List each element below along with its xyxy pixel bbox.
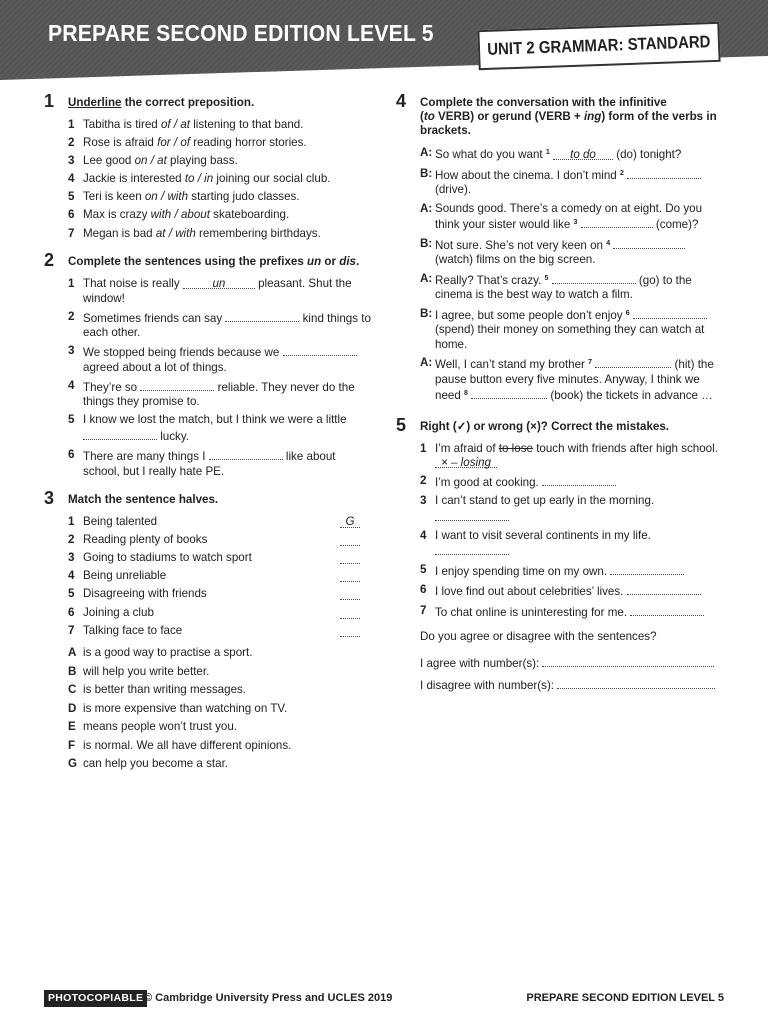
answer-blank[interactable]	[633, 307, 707, 319]
disagree-blank[interactable]	[557, 677, 715, 689]
item-number: 4	[420, 528, 427, 542]
list-item: 3 We stopped being friends because we agreed about a lot of things.	[68, 344, 374, 375]
speaker-label: A:	[420, 201, 433, 215]
option-letter: G	[68, 757, 78, 771]
exercise-number: 4	[396, 91, 407, 111]
item-number: 1	[68, 515, 75, 529]
match-item: 6 Joining a club	[68, 606, 374, 621]
answer-blank[interactable]	[627, 167, 701, 179]
match-option: G can help you become a star.	[68, 757, 229, 771]
unit-label: UNIT 2 GRAMMAR: STANDARD	[487, 31, 711, 59]
match-item: 2 Reading plenty of books	[68, 533, 374, 548]
agree-line: I agree with number(s):	[420, 655, 726, 672]
answer-blank[interactable]	[552, 272, 636, 284]
answer-blank[interactable]	[435, 509, 509, 521]
gap-number: 4	[606, 239, 611, 247]
gap-number: 2	[619, 169, 624, 177]
item-number: 3	[420, 494, 427, 508]
option-separator: /	[194, 172, 205, 186]
speaker-label: B:	[420, 306, 433, 320]
disagree-line: I disagree with number(s):	[420, 677, 726, 694]
item-number: 5	[68, 413, 75, 427]
option-letter: C	[68, 683, 77, 697]
list-item: 7 To chat online is uninteresting for me.	[420, 604, 726, 621]
list-item: 4 I want to visit several continents in my life.	[420, 529, 726, 560]
item-number: 2	[68, 309, 75, 323]
list-item: 6 Max is crazy with / about skateboarding.	[68, 208, 290, 222]
item-number: 6	[68, 448, 75, 462]
exercise-number: 5	[396, 414, 407, 435]
preposition-option-a[interactable]: to	[184, 172, 195, 186]
agree-blank[interactable]	[542, 655, 714, 667]
list-item: 5 I know we lost the match, but I think we were a little lucky.	[68, 413, 347, 443]
list-item: 4 Jackie is interested to / in joining our social club.	[68, 172, 331, 186]
item-number: 2	[420, 474, 427, 488]
preposition-option-b[interactable]: of	[180, 136, 190, 150]
list-item: 2 I’m good at cooking.	[420, 474, 726, 491]
item-number: 5	[68, 587, 75, 601]
answer-blank[interactable]	[283, 344, 357, 356]
match-item: 4 Being unreliable	[68, 569, 374, 584]
exercise-number: 1	[44, 91, 55, 111]
exercise-3	[44, 488, 374, 772]
exercise-number: 2	[44, 250, 55, 271]
match-option: B will help you write better.	[68, 664, 210, 678]
exercise-number: 3	[44, 488, 55, 509]
preposition-option-b[interactable]: about	[180, 208, 210, 222]
match-answer-blank[interactable]: G	[340, 515, 360, 528]
preposition-option-b[interactable]: with	[175, 226, 196, 240]
option-letter: B	[68, 664, 77, 678]
preposition-option-b[interactable]: with	[167, 190, 189, 204]
struck-text: to lose	[498, 441, 533, 455]
match-answer-blank[interactable]	[340, 551, 360, 564]
answer-blank[interactable]	[581, 216, 653, 228]
speaker-label: B:	[420, 236, 433, 250]
item-number: 3	[68, 154, 75, 168]
item-number: 3	[68, 551, 75, 565]
option-letter: D	[68, 701, 77, 715]
answer-blank[interactable]	[435, 543, 509, 555]
dialog-line: B: Not sure. She’s not very keen on $^4$ (watch) films on the big screen.	[420, 237, 726, 268]
match-option: F is normal. We all have different opinions.	[68, 738, 292, 752]
match-option: D is more expensive than watching on TV.	[68, 701, 288, 715]
page-title: PREPARE SECOND EDITION LEVEL 5	[48, 20, 434, 46]
list-item: 3 I can’t stand to get up early in the morning.	[420, 494, 726, 525]
list-item: 2 Rose is afraid for / of reading horror stories.	[68, 136, 307, 150]
match-item: 3 Going to stadiums to watch sport	[68, 551, 374, 566]
item-number: 2	[68, 136, 75, 150]
preposition-option-a[interactable]: on	[134, 154, 148, 168]
dialog-line: A: So what do you want $^1$ to do (do) tonight?	[420, 146, 682, 161]
exercise-2	[44, 250, 374, 479]
match-option: A is a good way to practise a sport.	[68, 646, 253, 660]
dialog-line: A: Sounds good. There’s a comedy on at eight. Do you think your sister would like $^3$ (come)?	[420, 201, 703, 231]
match-option: E means people won’t trust you.	[68, 720, 238, 734]
gap-number: 7	[588, 359, 593, 366]
exercise-instruction: Right (✓) or wrong (×)? Correct the mistakes.	[420, 419, 670, 433]
answer-blank[interactable]	[595, 356, 671, 368]
answer-blank[interactable]	[471, 387, 547, 399]
item-number: 5	[68, 190, 75, 204]
page-footer	[44, 990, 724, 1006]
dialog-line: B: How about the cinema. I don’t mind $^2$ (drive).	[420, 167, 726, 198]
item-number: 5	[420, 563, 427, 577]
match-item: 1 Being talented G	[68, 515, 374, 530]
dialog-line: A: Well, I can’t stand my brother $^7$ (hit) the pause button every five minutes. Anyway, I think we need $^8$ (book) the tickets in advance …	[420, 356, 714, 402]
list-item: 6 I love find out about celebrities’ lives.	[420, 583, 726, 600]
answer-blank[interactable]	[83, 428, 157, 440]
unit-label-box	[477, 22, 720, 70]
match-answer-blank[interactable]	[340, 533, 360, 546]
preposition-option-b[interactable]: in	[204, 172, 214, 186]
speaker-label: A:	[420, 356, 433, 369]
answer-blank[interactable]	[610, 563, 684, 575]
list-item: 1 Tabitha is tired of / at listening to that band.	[68, 118, 304, 131]
option-separator: /	[170, 118, 181, 131]
speaker-label: A:	[420, 271, 433, 285]
dialog-line: A: Really? That’s crazy. $^5$ (go) to the cinema is the best way to watch a film.	[420, 271, 692, 301]
match-item: 7 Talking face to face	[68, 624, 374, 639]
exercise-1	[44, 91, 374, 241]
item-number: 6	[68, 605, 75, 619]
agree-question: Do you agree or disagree with the sentences?	[420, 630, 657, 644]
match-answer-blank[interactable]	[340, 624, 360, 637]
answer-blank[interactable]	[140, 379, 214, 391]
item-number: 7	[68, 226, 75, 240]
gap-number: 6	[625, 309, 630, 317]
item-number: 4	[68, 569, 75, 583]
footer-title: PREPARE SECOND EDITION LEVEL 5	[526, 992, 724, 1004]
answer-blank[interactable]: × – losing	[435, 456, 497, 468]
gap-number: 5	[544, 274, 549, 282]
preposition-option-b[interactable]: at	[157, 154, 167, 168]
item-number: 2	[68, 533, 75, 547]
exercise-4	[396, 91, 726, 404]
answer-blank[interactable]: to do	[553, 148, 613, 160]
list-item: 5 Teri is keen on / with starting judo classes.	[68, 190, 300, 204]
item-number: 1	[420, 441, 427, 455]
item-number: 1	[68, 118, 75, 131]
answer-blank[interactable]	[613, 237, 685, 249]
item-number: 6	[420, 583, 427, 597]
list-item: 1 I’m afraid of to lose touch with friends after high school. × – losing	[420, 441, 718, 469]
answer-blank[interactable]: un	[183, 277, 255, 289]
answer-blank[interactable]	[542, 474, 616, 486]
preposition-option-a[interactable]: of	[160, 118, 171, 131]
exercise-5	[396, 414, 726, 694]
speaker-label: A:	[420, 146, 433, 159]
preposition-option-a[interactable]: for	[157, 136, 171, 150]
option-separator: /	[157, 190, 168, 204]
option-separator: /	[171, 208, 181, 222]
left-column	[44, 91, 374, 784]
option-letter: A	[68, 646, 77, 660]
list-item: 4 They’re so reliable. They never do the things they promise to.	[68, 378, 355, 409]
item-number: 3	[68, 344, 75, 358]
item-number: 4	[68, 378, 75, 392]
list-item: 5 I enjoy spending time on my own.	[420, 563, 726, 580]
item-number: 4	[68, 172, 75, 186]
speaker-label: B:	[420, 166, 433, 180]
item-number: 7	[68, 623, 75, 637]
list-item: 1 That noise is really un pleasant. Shut the window!	[68, 277, 352, 305]
answer-blank[interactable]	[225, 310, 299, 322]
option-separator: /	[147, 154, 158, 168]
page-header	[0, 0, 768, 80]
preposition-option-a[interactable]: at	[155, 226, 166, 240]
option-separator: /	[165, 226, 176, 240]
list-item: 7 Megan is bad at / with remembering birthdays.	[68, 226, 321, 240]
exercise-instruction: Complete the conversation with the infinitive (to VERB) or gerund (VERB + ing) form of the verbs in brackets.	[420, 96, 717, 137]
match-option: C is better than writing messages.	[68, 683, 247, 697]
item-number: 7	[420, 603, 427, 617]
answer-blank[interactable]	[630, 604, 704, 616]
answer-blank[interactable]	[627, 583, 701, 595]
list-item: 3 Lee good on / at playing bass.	[68, 154, 238, 168]
exercise-instruction: Underline the correct preposition.	[68, 96, 255, 109]
preposition-option-a[interactable]: with	[150, 208, 172, 222]
gap-number: 3	[573, 219, 578, 226]
list-item: 6 There are many things I like about school, but I really hate PE.	[68, 448, 336, 478]
list-item: 2 Sometimes friends can say kind things to each other.	[68, 309, 371, 340]
copyright: © Cambridge University Press and UCLES 2019	[144, 992, 393, 1004]
option-letter: E	[68, 720, 76, 734]
exercise-instruction: Match the sentence halves.	[68, 493, 219, 507]
photocopiable-badge: PHOTOCOPIABLE	[44, 990, 147, 1007]
item-number: 6	[68, 208, 75, 222]
option-separator: /	[170, 136, 181, 150]
item-number: 1	[68, 277, 75, 291]
right-column	[396, 91, 726, 706]
preposition-option-a[interactable]: on	[144, 190, 158, 204]
answer-blank[interactable]	[209, 448, 283, 460]
preposition-option-b[interactable]: at	[180, 118, 190, 131]
dialog-line: B: I agree, but some people don’t enjoy $^6$ (spend) their money on something they can watch at home.	[420, 307, 726, 353]
exercise-instruction: Complete the sentences using the prefixes un or dis.	[68, 255, 360, 269]
match-item: 5 Disagreeing with friends	[68, 587, 374, 602]
gap-number: 1	[545, 149, 550, 156]
match-answer-blank[interactable]	[340, 606, 360, 619]
gap-number: 8	[464, 390, 468, 397]
match-answer-blank[interactable]	[340, 587, 360, 600]
option-letter: F	[68, 738, 76, 752]
match-answer-blank[interactable]	[340, 569, 360, 582]
